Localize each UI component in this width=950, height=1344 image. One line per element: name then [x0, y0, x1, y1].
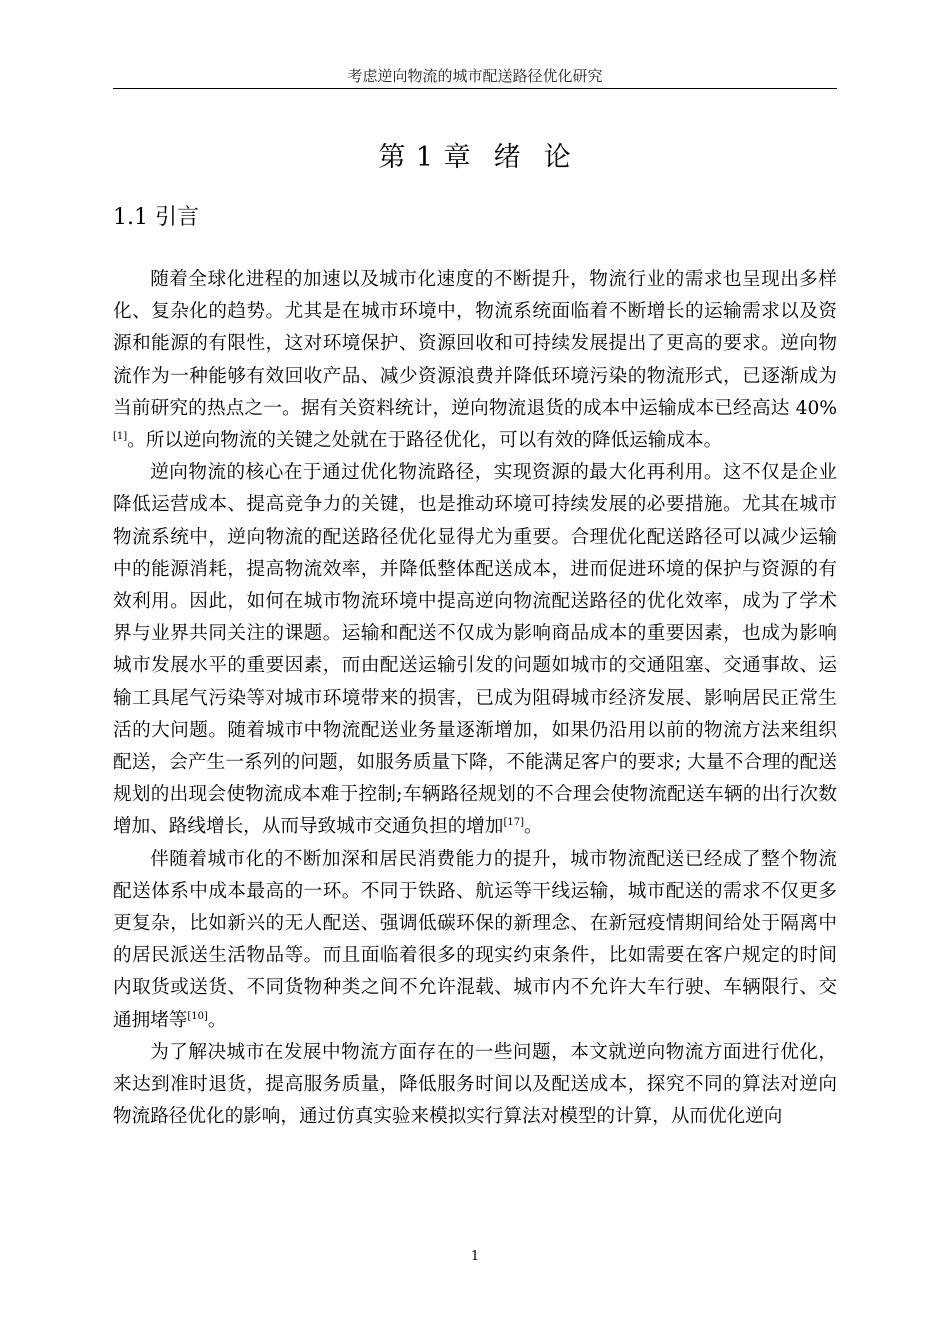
paragraph-text: 逆向物流的核心在于通过优化物流路径，实现资源的最大化再利用。这不仅是企业降低运营成本、提高竞争力的关键，也是推动环境可持续发展的必要措施。尤其在城市物流系统中，逆向物流的配送路径优化显得尤为重要。合理优化配送路径可以减少运输中的能源消耗，提高物流效率，并降低整体配送成本，进而促进环境的保护与资源的有效利用。因此，如何在城市物流环境中提高逆向物流配送路径的优化效率，成为了学术界与业界共同关注的课题。运输和配送不仅成为影响商品成本的重要因素，也成为影响城市发展水平的重要因素，而由配送运输引发的问题如城市的交通阻塞、交通事故、运输工具尾气污染等对城市环境带来的损害，已成为阻碍城市经济发展、影响居民正常生活的大问题。随着城市中物流配送业务量逐渐增加，如果仍沿用以前的物流方法来组织配送，会产生一系列的问题，如服务质量下降，不能满足客户的要求; 大量不合理的配送规划的出现会使物流成本难于控制;车辆路径规划的不合理会使物流配送车辆的出行次数增加、路线增长，从而导致城市交通负担的增加 [113, 462, 837, 838]
chapter-title-part1: 绪 [493, 142, 522, 173]
header-rule [113, 88, 837, 89]
chapter-label: 第 1 章 [378, 142, 472, 173]
section-heading: 1.1 引言 [113, 205, 199, 230]
paragraph-text: 为了解决城市在发展中物流方面存在的一些问题，本文就逆向物流方面进行优化，来达到准时退货，提高服务质量，降低服务时间以及配送成本，探究不同的算法对逆向物流路径优化的影响，通过仿真实验来模拟实行算法对模型的计算，从而优化逆向 [113, 1041, 837, 1128]
page-number: 1 [470, 1249, 480, 1264]
paragraph [113, 264, 837, 457]
paragraph-text: 。 [524, 816, 543, 838]
citation-marker: [17] [503, 817, 525, 829]
paragraph [113, 844, 837, 1037]
chapter-title [113, 140, 837, 176]
citation-marker: [1] [113, 431, 128, 443]
running-header: 考虑逆向物流的城市配送路径优化研究 [347, 67, 603, 85]
chapter-title-part2: 论 [543, 142, 572, 173]
citation-marker: [10] [187, 1010, 208, 1022]
body-text [113, 264, 837, 1133]
paragraph [113, 1037, 837, 1134]
paragraph-text: 。所以逆向物流的关键之处就在于路径优化，可以有效的降低运输成本。 [127, 430, 723, 452]
paragraph [113, 457, 837, 843]
paragraph-text: 。 [207, 1009, 227, 1031]
paragraph-text: 随着全球化进程的加速以及城市化速度的不断提升，物流行业的需求也呈现出多样化、复杂化的趋势。尤其是在城市环境中，物流系统面临着不断增长的运输需求以及资源和能源的有限性，这对环境保护、资源回收和可持续发展提出了更高的要求。逆向物流作为一种能够有效回收产品、减少资源浪费并降低环境污染的物流形式，已逐渐成为当前研究的热点之一。据有关资料统计，逆向物流退货的成本中运输成本已经高达 40% [113, 269, 837, 419]
paragraph-text: 伴随着城市化的不断加深和居民消费能力的提升，城市物流配送已经成了整个物流配送体系中成本最高的一环。不同于铁路、航运等干线运输，城市配送的需求不仅更多更复杂，比如新兴的无人配送、强调低碳环保的新理念、在新冠疫情期间给处于隔离中的居民派送生活物品等。而且面临着很多的现实约束条件，比如需要在客户规定的时间内取货或送货、不同货物种类之间不允许混载、城市内不允许大车行驶、车辆限行、交通拥堵等 [113, 848, 837, 1031]
